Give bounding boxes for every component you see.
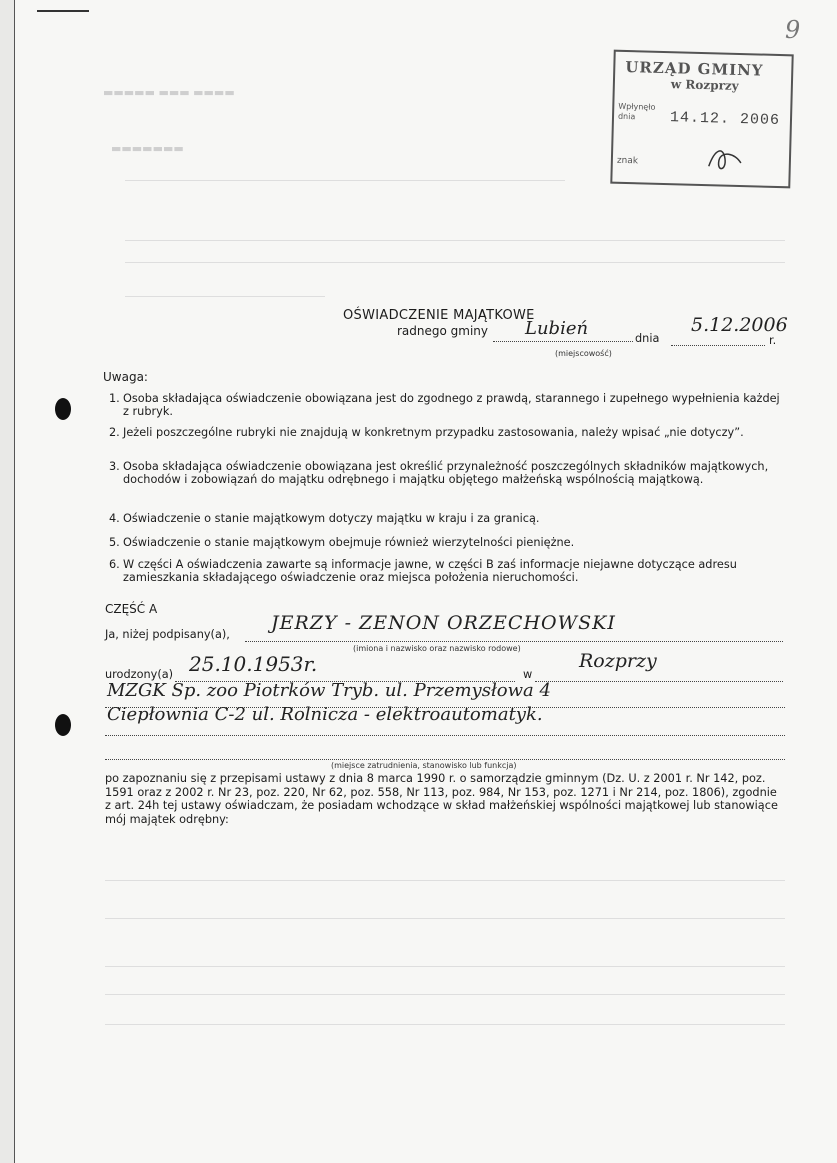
note-item: 3. Osoba składająca oświadczenie obowiązana jest określić przynależność poszczególnych składników majątkowych, dochodów i zobowiązań do majątku odrębnego i majątku objętego małżeńską wspólnością majątkową. [109,460,769,486]
bleed-through-text: ▬▬▬▬▬ ▬▬▬ ▬▬▬▬ [103,86,235,99]
notes-label: Uwaga: [103,370,148,384]
punch-hole [55,398,71,420]
signer-caption: (imiona i nazwisko oraz nazwisko rodowe) [353,644,521,653]
registry-stamp [610,50,793,189]
top-rule [37,10,89,12]
stamp-sign-label: znak [616,155,639,167]
note-item: 2. Jeżeli poszczególne rubryki nie znajdują w konkretnym przypadku zastosowania, należy wpisać „nie dotyczy”. [109,426,744,439]
place-handwritten: Lubień [525,318,589,339]
stamp-date: 14.12. 2006 [669,109,781,130]
bleed-through-line [125,240,785,241]
employment-field-line [105,758,785,760]
born-place-field-line [535,680,783,682]
stamp-day-label: dnia [617,111,636,122]
place-field-line [493,340,633,342]
page-number: 9 [785,16,801,44]
born-date-handwritten: 25.10.1953r. [189,652,318,676]
document-subtitle: radnego gminy [397,324,489,338]
statute-declaration: po zapoznaniu się z przepisami ustawy z dnia 8 marca 1990 r. o samorządzie gminnym (Dz. U. z 2001 r. Nr 142, poz. 1591 oraz z 2002 r. Nr 23, poz. 220, Nr 62, poz. 558, Nr 113, poz. 984, Nr 153, poz. 1271 i Nr 214, poz. 1806), zgodnie z art. 24h tej ustawy oświadczam, że posiadam wchodzące w skład małżeńskiej wspólności majątkowej lub stanowiące mój majątek odrębny: [105,772,778,826]
employment-handwritten-line-2: Ciepłownia C-2 ul. Rolnicza - elektroautomatyk. [107,704,543,725]
bleed-through-line [125,296,325,297]
bleed-through-line [125,262,785,263]
employment-caption: (miejsce zatrudnienia, stanowisko lub funkcja) [331,761,517,770]
born-place-handwritten: Rozprzy [579,650,657,672]
born-place-label: w [523,668,533,681]
employment-field-line [105,734,785,736]
note-item: 1. Osoba składająca oświadczenie obowiązana jest do zgodnego z prawdą, starannego i zupełnego wypełnienia każdej z rubryk. [109,392,780,418]
signer-field-line [245,640,783,642]
note-item: 6. W części A oświadczenia zawarte są informacje jawne, w części B zaś informacje niejawne dotyczące adresu zamieszkania składającego oświadczenie oraz miejsca położenia nieruchomości. [109,558,737,584]
punch-hole [55,714,71,736]
bleed-through-line [105,1024,785,1025]
stamp-received-label: Wpłynęło [618,101,656,112]
date-handwritten: 5.12.2006 [691,314,788,336]
note-item: 5. Oświadczenie o stanie majątkowym obejmuje również wierzytelności pieniężne. [109,536,575,549]
document-page [14,0,837,1163]
year-suffix: r. [769,334,777,347]
bleed-through-line [125,180,565,181]
place-caption: (miejscowość) [555,349,612,358]
bleed-through-line [105,918,785,919]
bleed-through-line [105,880,785,881]
stamp-subtitle: w Rozprzy [670,77,739,93]
bleed-through-line [105,966,785,967]
part-a-heading: CZĘŚĆ A [105,602,158,616]
date-label: dnia [635,332,660,345]
note-item: 4. Oświadczenie o stanie majątkowym dotyczy majątku w kraju i za granicą. [109,512,540,525]
stamp-title: URZĄD GMINY [625,57,764,80]
employment-handwritten-line-1: MZGK Sp. zoo Piotrków Tryb. ul. Przemysłowa 4 [107,680,551,701]
bleed-through-line [105,994,785,995]
born-label: urodzony(a) [105,668,174,681]
date-field-line [671,344,765,346]
stamp-signature-icon [705,142,746,177]
bleed-through-text: ▬▬▬▬▬▬▬ [111,142,184,155]
signer-label: Ja, niżej podpisany(a), [105,628,230,641]
document-title: OŚWIADCZENIE MAJĄTKOWE [343,308,535,323]
signer-name-handwritten: JERZY - ZENON ORZECHOWSKI [271,612,616,634]
